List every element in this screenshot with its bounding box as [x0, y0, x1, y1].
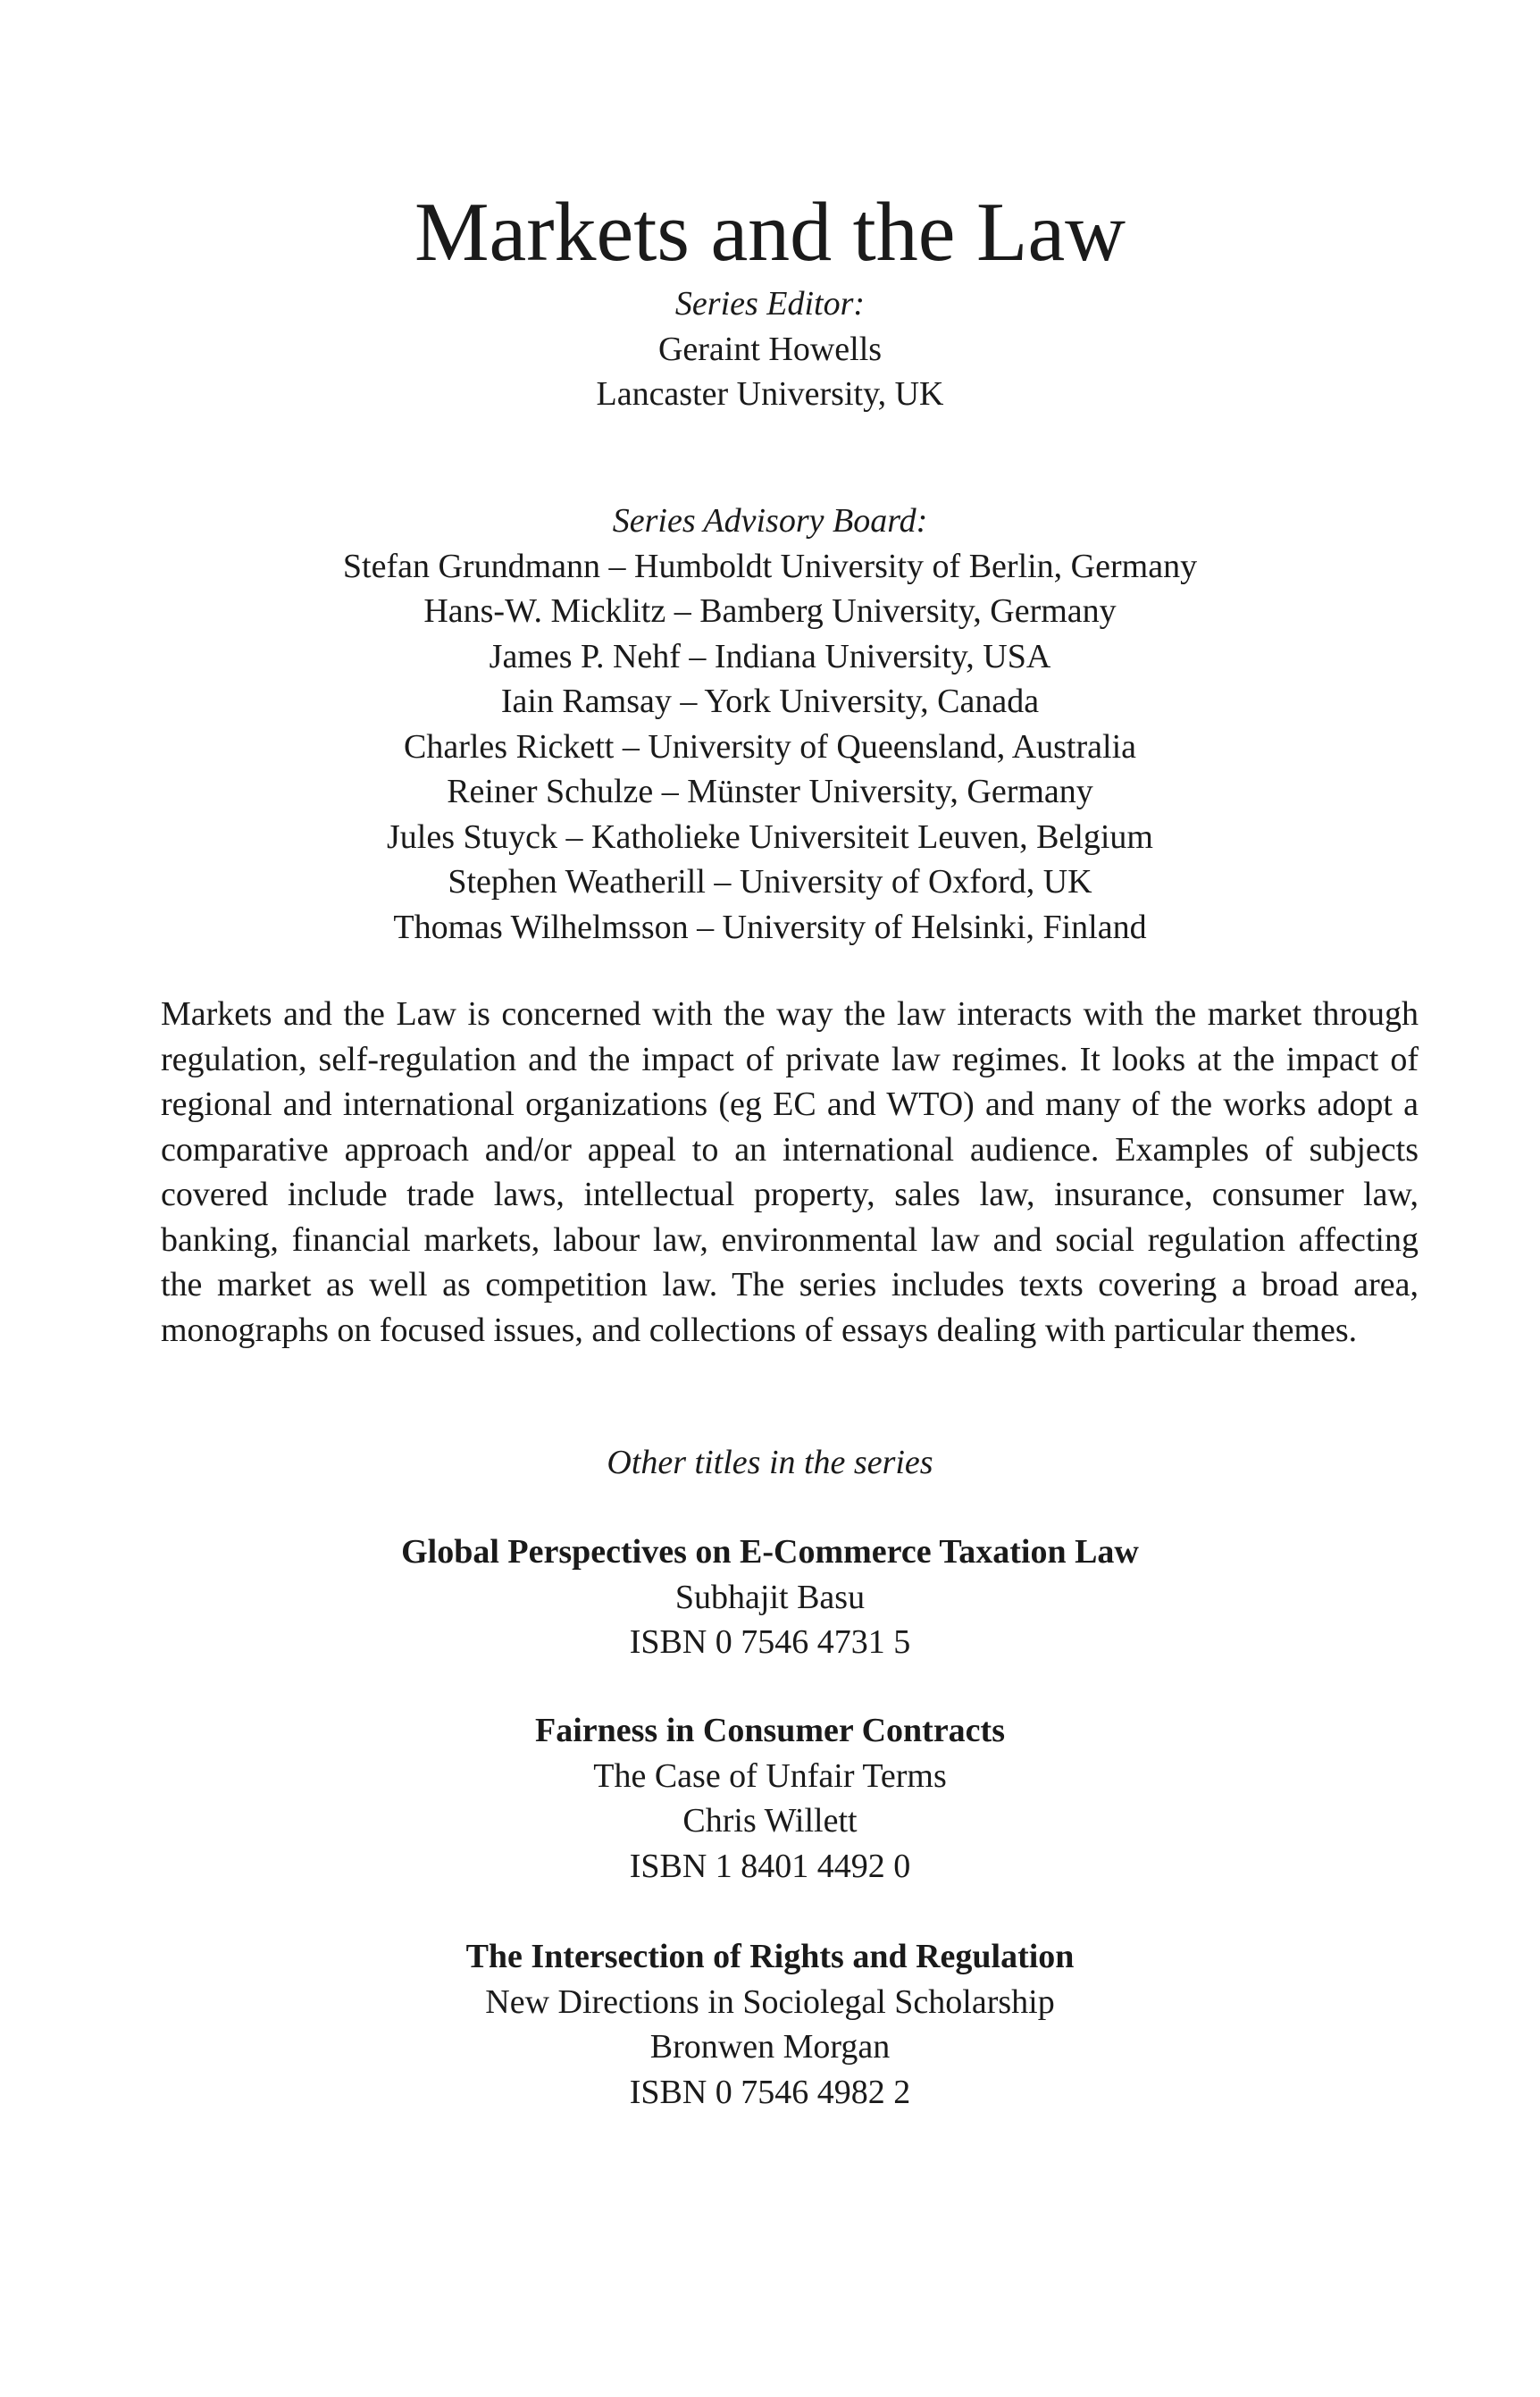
advisory-board-member: Charles Rickett – University of Queensland, Australia — [404, 727, 1136, 766]
series-editor-block — [0, 281, 1540, 417]
series-description: Markets and the Law is concerned with the way the law interacts with the market through regulation, self-regulation and the impact of private law regimes. It looks at the impact of regional and international organizations (eg EC and WTO) and many of the works adopt a comparative approach and/or appeal to an international audience. Examples of subjects covered include trade laws, intellectual property, sales law, insurance, consumer law, banking, financial markets, labour law, environmental law and social regulation affecting the market as well as competition law. The series includes texts covering a broad area, monographs on focused issues, and collections of essays dealing with particular themes. — [161, 995, 1419, 1349]
advisory-board-member: Stephen Weatherill – University of Oxford, UK — [448, 863, 1092, 901]
book-title: The Intersection of Rights and Regulation — [465, 1938, 1075, 1975]
book-isbn: ISBN 1 8401 4492 0 — [629, 1847, 911, 1885]
advisory-board-member: Hans-W. Micklitz – Bamberg University, Germany — [423, 592, 1117, 630]
advisory-board-member: Iain Ramsay – York University, Canada — [500, 683, 1040, 720]
book-entry — [0, 1934, 1540, 2115]
advisory-board-member: James P. Nehf – Indiana University, USA — [489, 637, 1051, 675]
book-subtitle: The Case of Unfair Terms — [593, 1756, 947, 1795]
book-isbn: ISBN 0 7546 4982 2 — [629, 2073, 911, 2111]
advisory-board-member: Reiner Schulze – Münster University, Germany — [447, 773, 1093, 810]
book-subtitle: New Directions in Sociolegal Scholarship — [485, 1982, 1055, 2021]
advisory-board-member: Thomas Wilhelmsson – University of Helsinki, Finland — [393, 908, 1147, 946]
book-isbn: ISBN 0 7546 4731 5 — [629, 1623, 911, 1661]
book-entry — [0, 1530, 1540, 1665]
book-entry — [0, 1708, 1540, 1889]
advisory-board-label: Series Advisory Board: — [612, 502, 928, 540]
book-author: Bronwen Morgan — [649, 2028, 891, 2066]
advisory-board-member: Jules Stuyck – Katholieke Universiteit Leuven, Belgium — [386, 817, 1153, 856]
other-titles-heading: Other titles in the series — [607, 1444, 933, 1481]
book-author: Chris Willett — [682, 1802, 858, 1840]
advisory-board-member: Stefan Grundmann – Humboldt University of Berlin, Germany — [342, 547, 1198, 585]
series-editor-affiliation: Lancaster University, UK — [596, 375, 944, 413]
book-author: Subhajit Basu — [674, 1578, 866, 1616]
series-title: Markets and the Law — [414, 186, 1126, 279]
series-editor-label: Series Editor: — [674, 285, 866, 323]
advisory-board-block — [0, 499, 1540, 950]
book-title: Global Perspectives on E-Commerce Taxation Law — [401, 1533, 1139, 1571]
series-editor-name: Geraint Howells — [657, 330, 883, 368]
book-title: Fairness in Consumer Contracts — [534, 1712, 1005, 1749]
